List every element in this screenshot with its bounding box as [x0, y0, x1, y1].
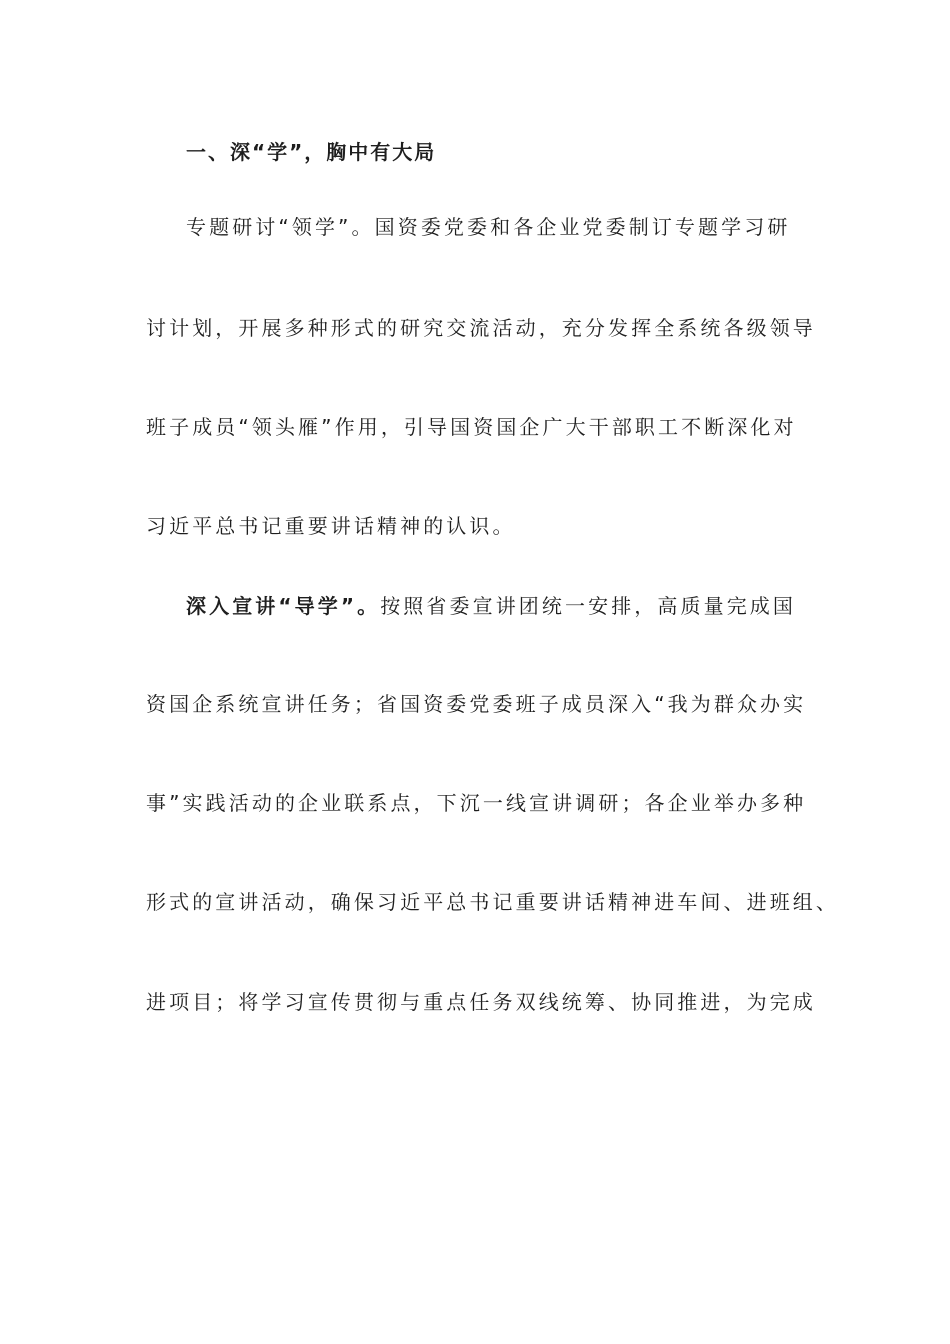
paragraph-1-lead: 专题研讨“领学”。 [186, 215, 375, 239]
paragraph-2-lead: 深入宣讲“导学”。 [186, 594, 381, 618]
paragraph-1-line-4: 习近平总书记重要讲话精神的认识。 [146, 514, 516, 538]
paragraph-2-line-1 [186, 592, 826, 620]
paragraph-1-line-2: 讨计划，开展多种形式的研究交流活动，充分发挥全系统各级领导 [146, 316, 816, 340]
paragraph-2-text: 按照省委宣讲团统一安排，高质量完成国 [380, 594, 797, 618]
paragraph-2-line-5: 进项目；将学习宣传贯彻与重点任务双线统筹、协同推进，为完成 [146, 990, 816, 1014]
paragraph-1-line-3: 班子成员“领头雁”作用，引导国资国企广大干部职工不断深化对 [146, 415, 797, 439]
section-heading: 一、深“学”，胸中有大局 [186, 140, 437, 164]
paragraph-2-line-2: 资国企系统宣讲任务；省国资委党委班子成员深入“我为群众办实 [146, 692, 807, 716]
paragraph-1-text: 国资委党委和各企业党委制订专题学习研 [374, 215, 791, 239]
paragraph-2-line-4: 形式的宣讲活动，确保习近平总书记重要讲话精神进车间、进班组、 [146, 890, 839, 914]
paragraph-2-line-3: 事”实践活动的企业联系点，下沉一线宣讲调研；各企业举办多种 [146, 791, 807, 815]
paragraph-1-line-1 [186, 213, 826, 241]
